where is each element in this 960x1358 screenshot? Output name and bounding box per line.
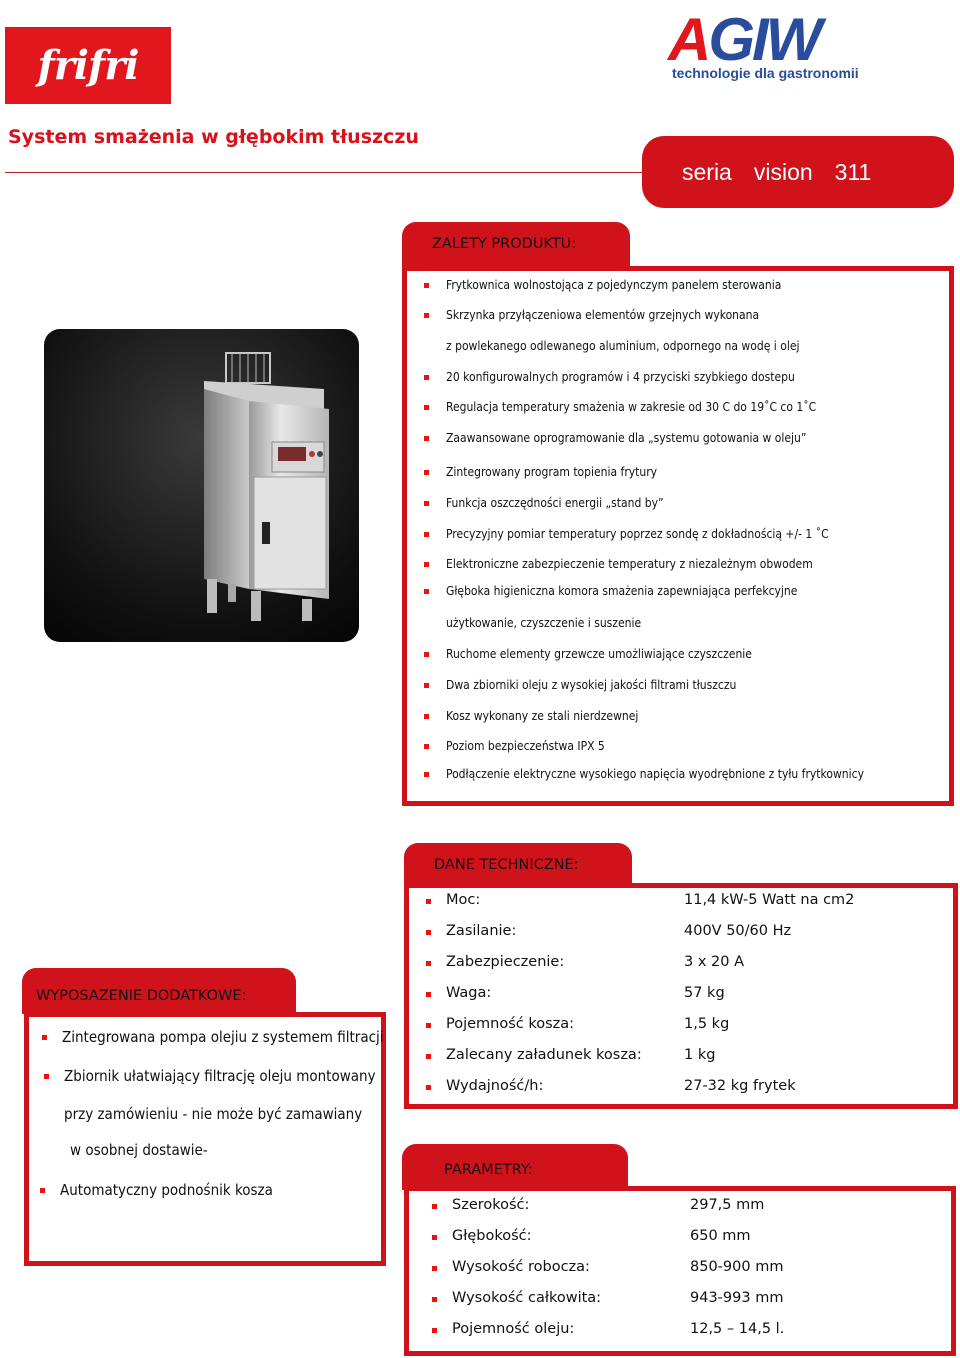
list-item: Zbiornik ułatwiający filtrację oleju montowany [64, 1067, 376, 1085]
product-photo [44, 329, 359, 642]
spec-value: 27-32 kg frytek [684, 1078, 796, 1094]
list-item: Elektroniczne zabezpieczenie temperatury z niezależnym obwodem [446, 557, 813, 571]
list-item: Kosz wykonany ze stali nierdzewnej [446, 709, 639, 723]
list-item: Zintegrowana pompa olejiu z systemem filtracji [62, 1028, 384, 1046]
agiw-logo-giw: GIW [708, 6, 820, 73]
list-item: użytkowanie, czyszczenie i suszenie [446, 616, 642, 630]
param-label: Pojemność oleju: [452, 1321, 575, 1337]
param-value: 297,5 mm [690, 1197, 765, 1213]
spec-label: Zalecany załadunek kosza: [446, 1047, 642, 1063]
accessories-tab [22, 968, 296, 1014]
list-item: Precyzyjny pomiar temperatury poprzez sondę z dokładnością +/- 1 ˚C [446, 527, 829, 541]
title-divider [5, 172, 645, 173]
param-label: Wysokość całkowita: [452, 1290, 602, 1306]
advantages-heading: ZALETY PRODUKTU: [432, 236, 577, 252]
list-item: Regulacja temperatury smażenia w zakresie od 30 C do 19˚C co 1˚C [446, 400, 817, 414]
agiw-logo-a: A [668, 6, 709, 73]
spec-value: 1,5 kg [684, 1016, 730, 1032]
fryer-illustration [44, 329, 359, 642]
series-badge [642, 136, 954, 208]
param-label: Szerokość: [452, 1197, 530, 1213]
frifri-logo [5, 27, 171, 104]
series-word-2: vision [753, 158, 813, 185]
spec-value: 400V 50/60 Hz [684, 923, 792, 939]
param-value: 943-993 mm [690, 1290, 784, 1306]
spec-label: Waga: [446, 985, 492, 1001]
list-item: w osobnej dostawie- [70, 1141, 208, 1159]
list-item: Skrzynka przyłączeniowa elementów grzejnych wykonana [446, 308, 760, 322]
params-tab [402, 1144, 628, 1190]
list-item: Podłączenie elektryczne wysokiego napięcia wyodrębnione z tyłu frytkownicy [446, 767, 864, 781]
advantages-tab [402, 222, 630, 268]
agiw-logo-letters [668, 6, 820, 73]
frifri-logo-text: frifri [37, 42, 139, 89]
spec-label: Moc: [446, 892, 481, 908]
list-item: Automatyczny podnośnik kosza [60, 1181, 273, 1199]
spec-label: Zabezpieczenie: [446, 954, 565, 970]
spec-label: Pojemność kosza: [446, 1016, 575, 1032]
list-item: 20 konfigurowalnych programów i 4 przyciski szybkiego dostepu [446, 370, 795, 384]
agiw-logo [668, 6, 900, 85]
params-heading: PARAMETRY: [444, 1162, 533, 1178]
param-label: Wysokość robocza: [452, 1259, 590, 1275]
list-item: Zintegrowany program topienia frytury [446, 465, 658, 479]
spec-value: 11,4 kW-5 Watt na cm2 [684, 892, 855, 908]
spec-value: 57 kg [684, 985, 725, 1001]
list-item: Głęboka higieniczna komora smażenia zapewniająca perfekcyjne [446, 584, 798, 598]
series-number: 311 [834, 158, 872, 185]
spec-value: 3 x 20 A [684, 954, 745, 970]
list-item: przy zamówieniu - nie może być zamawiany [64, 1105, 363, 1123]
list-item: Funkcja oszczędności energii „stand by” [446, 496, 664, 510]
list-item: Zaawansowane oprogramowanie dla „systemu gotowania w oleju” [446, 431, 807, 445]
agiw-tagline: technologie dla gastronomii [672, 65, 859, 81]
series-word-1: seria [682, 158, 732, 185]
spec-label: Zasilanie: [446, 923, 517, 939]
spec-value: 1 kg [684, 1047, 716, 1063]
list-item: Poziom bezpieczeństwa IPX 5 [446, 739, 605, 753]
accessories-panel [24, 1012, 386, 1266]
param-value: 850-900 mm [690, 1259, 784, 1275]
spec-label: Wydajność/h: [446, 1078, 544, 1094]
tech-heading: DANE TECHNICZNE: [434, 857, 579, 873]
list-item: Dwa zbiorniki oleju z wysokiej jakości filtrami tłuszczu [446, 678, 737, 692]
list-item: Frytkownica wolnostojąca z pojedynczym panelem sterowania [446, 278, 782, 292]
param-label: Głębokość: [452, 1228, 532, 1244]
list-item: z powlekanego odlewanego aluminium, odpornego na wodę i olej [446, 339, 800, 353]
list-item: Ruchome elementy grzewcze umożliwiające czyszczenie [446, 647, 752, 661]
page-title: System smażenia w głębokim tłuszczu [8, 126, 419, 148]
param-value: 12,5 – 14,5 l. [690, 1321, 785, 1337]
param-value: 650 mm [690, 1228, 751, 1244]
accessories-heading: WYPOSAZENIE DODATKOWE: [36, 988, 247, 1004]
